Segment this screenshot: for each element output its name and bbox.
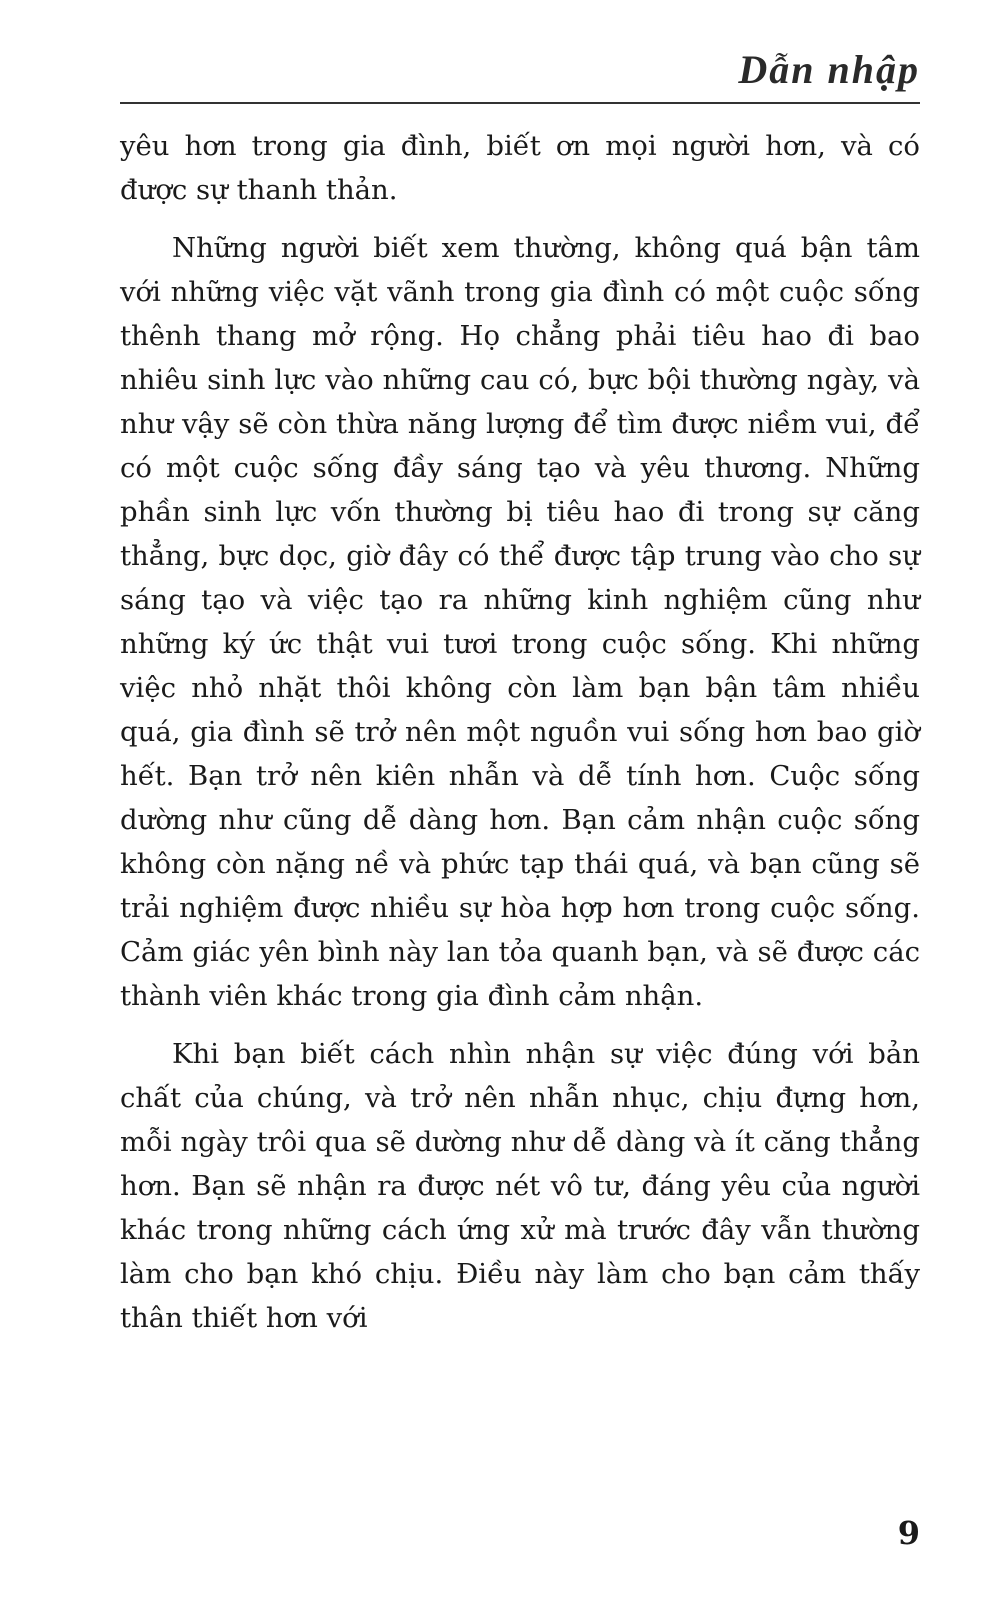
body-text bbox=[120, 124, 920, 1354]
header-divider bbox=[120, 102, 920, 104]
page-number: 9 bbox=[897, 1514, 920, 1552]
paragraph-continued: yêu hơn trong gia đình, biết ơn mọi người hơn, và có được sự thanh thản. bbox=[120, 130, 920, 206]
paragraph: Khi bạn biết cách nhìn nhận sự việc đúng với bản chất của chúng, và trở nên nhẫn nhục, chịu đựng hơn, mỗi ngày trôi qua sẽ dường như dễ dàng và ít căng thẳng hơn. Bạn sẽ nhận ra được nét vô tư, đáng yêu của người khác trong những cách ứng xử mà trước đây vẫn thường làm cho bạn khó chịu. Điều này làm cho bạn cảm thấy thân thiết hơn với bbox=[120, 1038, 920, 1334]
running-header-title: Dẫn nhập bbox=[738, 47, 920, 92]
paragraph: Những người biết xem thường, không quá bận tâm với những việc vặt vãnh trong gia đình có một cuộc sống thênh thang mở rộng. Họ chẳng phải tiêu hao đi bao nhiêu sinh lực vào những cau có, bực bội thường ngày, và như vậy sẽ còn thừa năng lượng để tìm được niềm vui, để có một cuộc sống đầy sáng tạo và yêu thương. Những phần sinh lực vốn thường bị tiêu hao đi trong sự căng thẳng, bực dọc, giờ đây có thể được tập trung vào cho sự sáng tạo và việc tạo ra những kinh nghiệm cũng như những ký ức thật vui tươi trong cuộc sống. Khi những việc nhỏ nhặt thôi không còn làm bạn bận tâm nhiều quá, gia đình sẽ trở nên một nguồn vui sống hơn bao giờ hết. Bạn trở nên kiên nhẫn và dễ tính hơn. Cuộc sống dường như cũng dễ dàng hơn. Bạn cảm nhận cuộc sống không còn nặng nề và phức tạp thái quá, và bạn cũng sẽ trải nghiệm được nhiều sự hòa hợp hơn trong cuộc sống. Cảm giác yên bình này lan tỏa quanh bạn, và sẽ được các thành viên khác trong gia đình cảm nhận. bbox=[120, 232, 920, 1012]
